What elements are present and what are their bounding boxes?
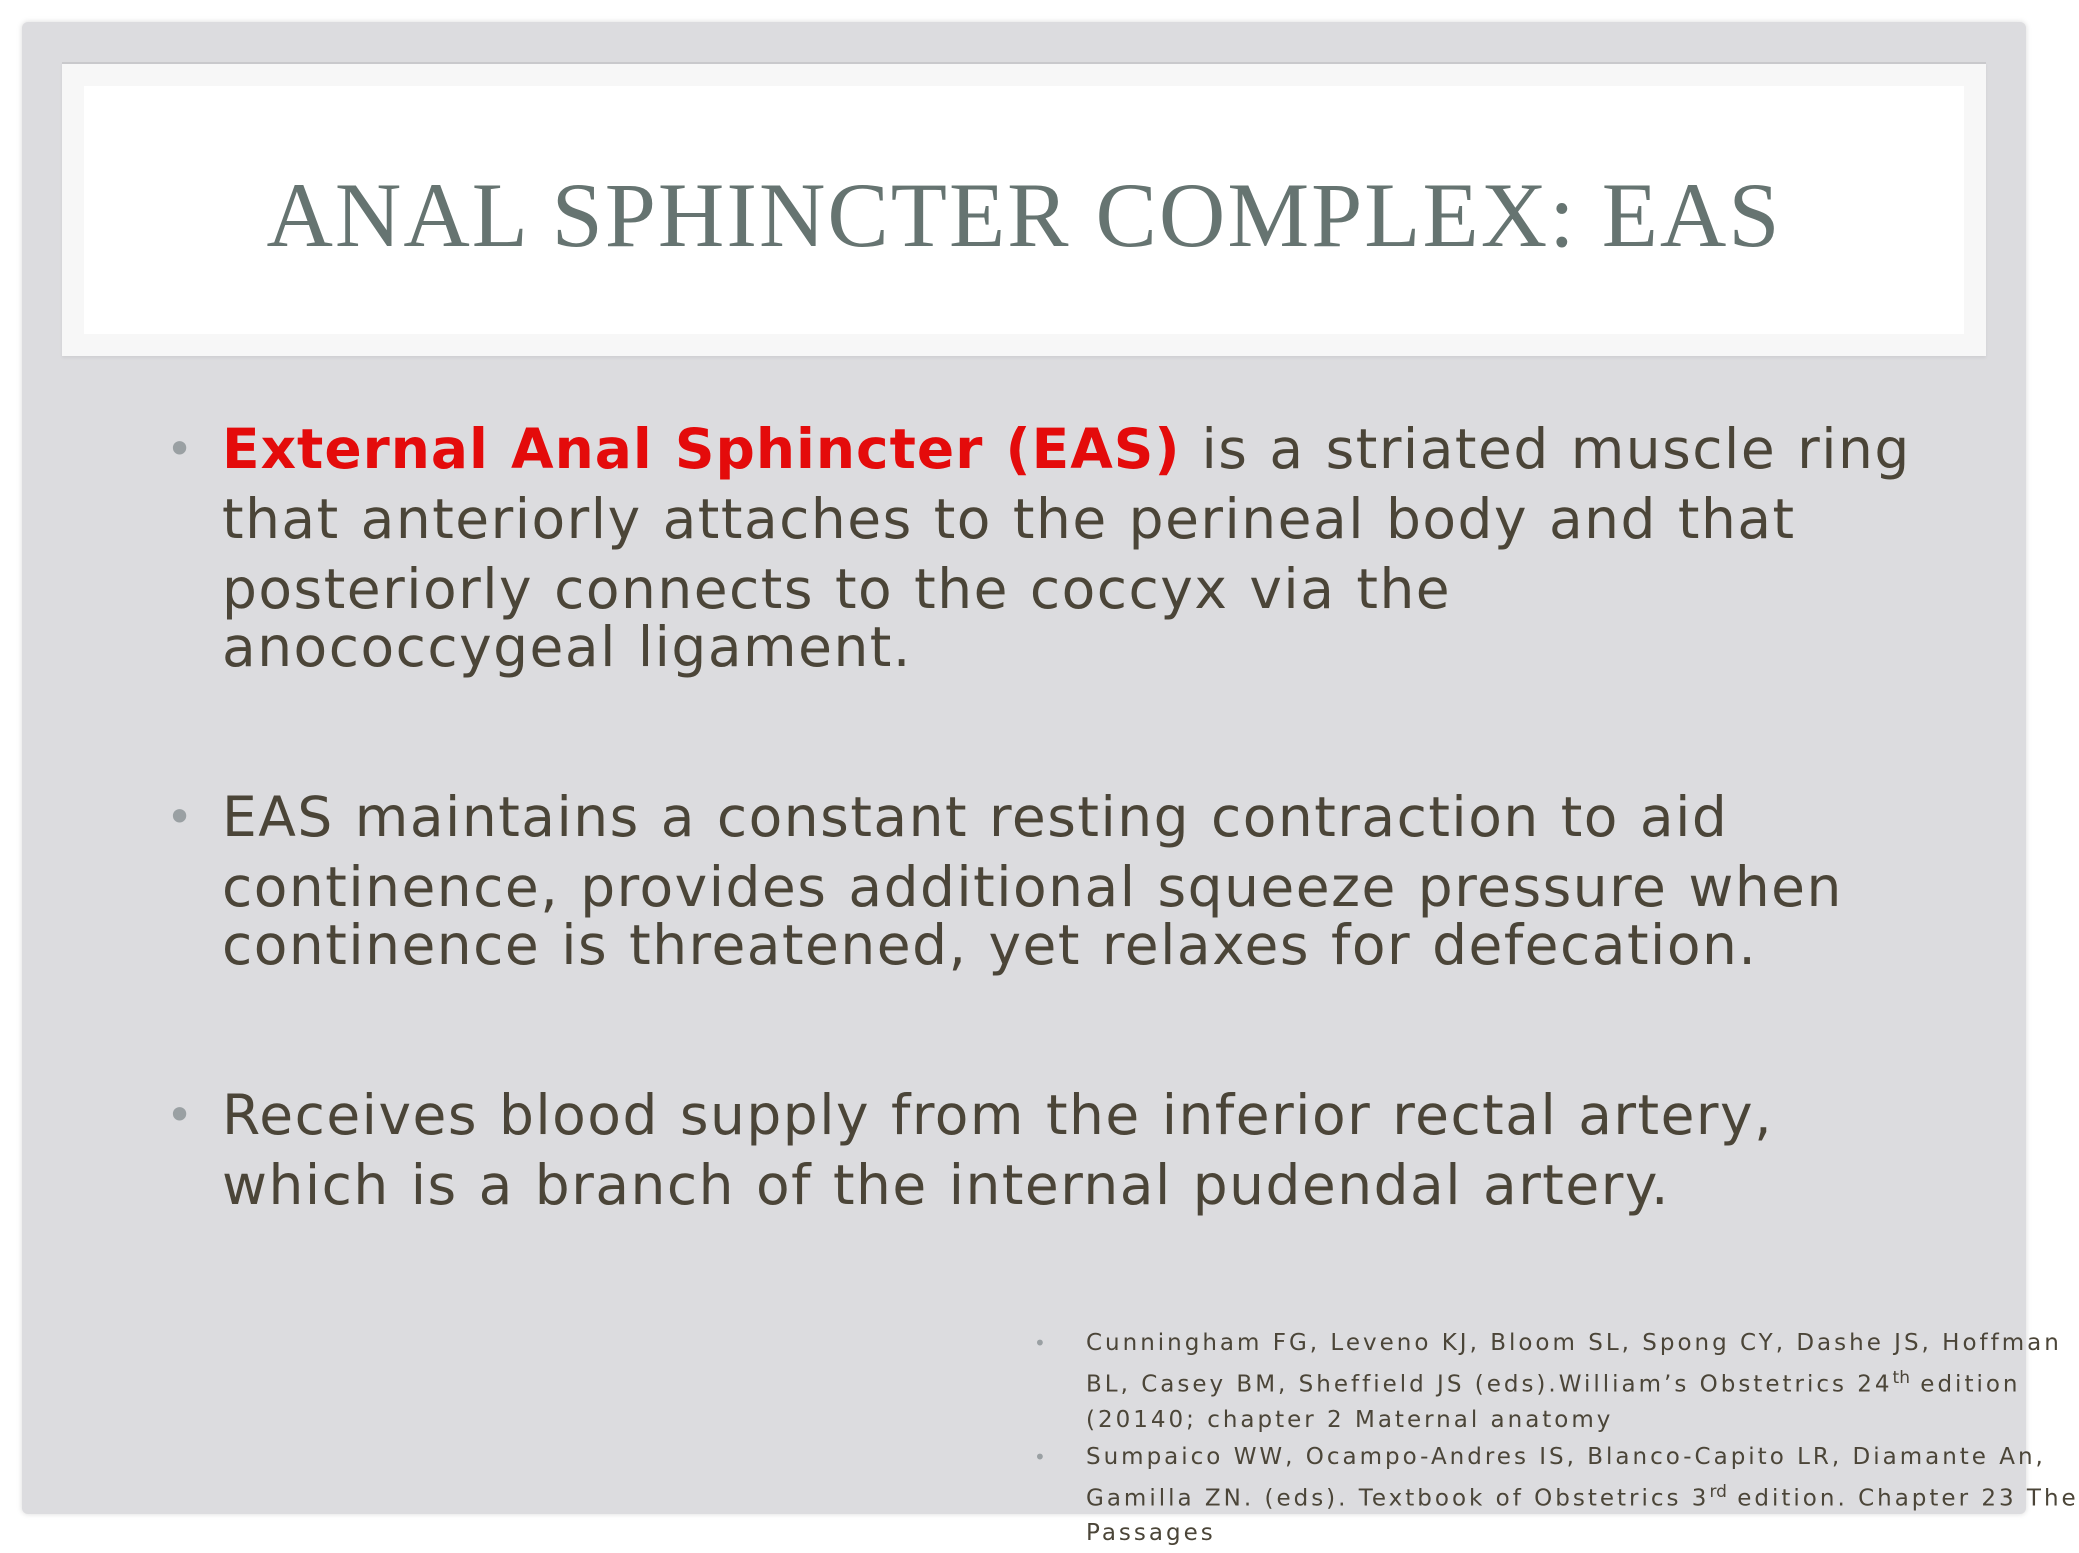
bullet-item-blood-supply [166, 1080, 1942, 1220]
bullet-dot-icon: • [166, 790, 195, 844]
reference-text: BL, Casey BM, Sheffield JS (eds).William’s Obstetrics 24 [1086, 1371, 1893, 1398]
reference-text: edition. Chapter 23 The [1726, 1485, 2079, 1512]
bullet-line: continence is threatened, yet relaxes for defecation. [222, 913, 1758, 977]
bullet-line: posteriorly connects to the coccyx via the [222, 557, 1452, 621]
reference-line [1086, 1475, 2079, 1517]
reference-list [1022, 1326, 2079, 1553]
bullet-item-eas-definition [166, 414, 1942, 682]
bullet-list [22, 22, 2062, 1514]
reference-item-sumpaico [1022, 1440, 2079, 1552]
bullet-dot-icon: • [1034, 1444, 1049, 1469]
superscript: rd [1709, 1481, 1727, 1502]
bullet-line: EAS maintains a constant resting contraction to aid [222, 785, 1729, 849]
reference-text: edition [1910, 1371, 2021, 1398]
reference-line: (20140; chapter 2 Maternal anatomy [1086, 1406, 1614, 1433]
reference-line [1086, 1361, 2026, 1403]
bullet-line: continence, provides additional squeeze pressure when [222, 855, 1843, 919]
bullet-dot-icon: • [166, 422, 195, 476]
reference-text: Gamilla ZN. (eds). Textbook of Obstetrics 3 [1086, 1485, 1710, 1512]
slide [22, 22, 2079, 1547]
bullet-item-eas-function [166, 782, 1942, 980]
bullet-line: anococcygeal ligament. [222, 615, 912, 679]
reference-line: Sumpaico WW, Ocampo-Andres IS, Blanco-Capito LR, Diamante An, [1086, 1443, 2046, 1470]
bullet-line: which is a branch of the internal pudendal artery. [222, 1153, 1671, 1217]
bullet-line: Receives blood supply from the inferior rectal artery, [222, 1083, 1774, 1147]
reference-line: Passages [1086, 1520, 1216, 1547]
bullet-text: is a striated muscle ring [1180, 417, 1911, 481]
reference-item-williams [1022, 1326, 2062, 1438]
bullet-dot-icon: • [1034, 1331, 1049, 1355]
bullet-line: that anteriorly attaches to the perineal body and that [222, 487, 1796, 551]
slide-title: ANAL SPHINCTER COMPLEX: EAS [266, 164, 1782, 266]
reference-line: Cunningham FG, Leveno KJ, Bloom SL, Spong CY, Dashe JS, Hoffman [1086, 1330, 2062, 1356]
bullet-dot-icon: • [166, 1088, 195, 1142]
superscript: th [1892, 1368, 1910, 1388]
bullet-line [222, 414, 1942, 484]
highlighted-term: External Anal Sphincter (EAS) [222, 417, 1181, 481]
